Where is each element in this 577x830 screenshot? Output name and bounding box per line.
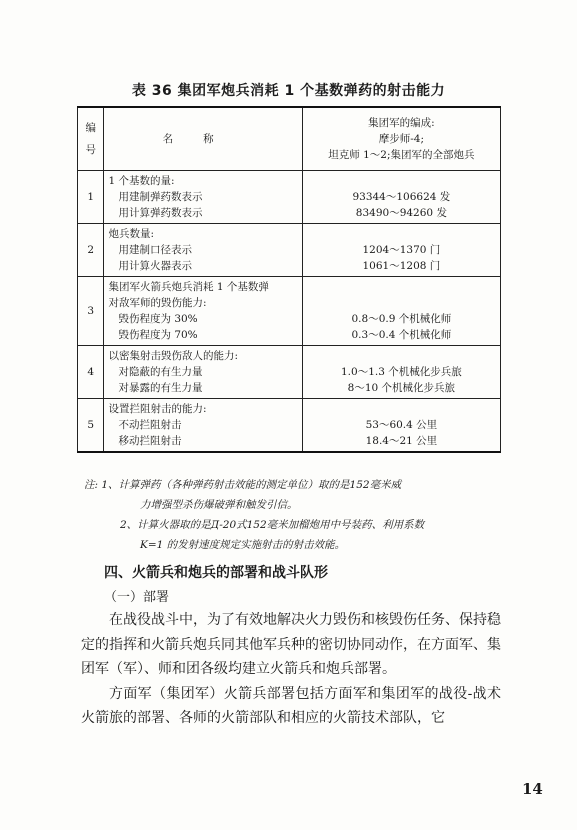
table-notes <box>84 475 524 555</box>
firing-capability-table <box>77 106 501 453</box>
header-composition-line2: 摩步师-4; <box>378 133 425 145</box>
header-composition <box>302 107 500 171</box>
row-name <box>104 224 302 277</box>
body-text <box>81 608 501 731</box>
row-value-line: 53～60.4 公里 <box>365 419 438 431</box>
row-name-heading: 设置拦阻射击的能力: <box>108 403 207 415</box>
row-value-line: 1061～1208 门 <box>362 260 441 272</box>
row-name <box>104 277 302 346</box>
row-value-line: 8～10 个机械化步兵旅 <box>347 382 456 394</box>
header-number-line2: 号 <box>85 144 96 156</box>
header-number <box>78 107 104 171</box>
row-value <box>302 171 500 224</box>
table-title: 表 36 集团军炮兵消耗 1 个基数弹药的射击能力 <box>131 83 446 99</box>
header-composition-line1: 集团军的编成: <box>368 117 435 129</box>
row-name-sub: 毁伤程度为 70% <box>118 329 198 341</box>
row-value <box>302 346 500 399</box>
row-value-line: 1.0～1.3 个机械化步兵旅 <box>341 366 462 378</box>
row-value-line: 0.3～0.4 个机械化师 <box>351 329 452 341</box>
section-heading: 四、火箭兵和炮兵的部署和战斗队形 <box>104 565 328 581</box>
note-1-continued: 力增强型杀伤爆破弹和触发引信。 <box>140 499 298 511</box>
table-row <box>78 346 501 399</box>
row-value <box>302 277 500 346</box>
row-value-line: 1204～1370 门 <box>362 244 441 256</box>
row-name-sub: 用计算弹药数表示 <box>118 207 203 219</box>
header-name: 名称 <box>104 107 302 171</box>
row-value-line: 93344～106624 发 <box>352 191 451 203</box>
row-name <box>104 171 302 224</box>
row-name-sub: 对暴露的有生力量 <box>118 382 203 394</box>
page-number: 14 <box>522 780 543 798</box>
table-row <box>78 224 501 277</box>
row-value <box>302 224 500 277</box>
row-number: 4 <box>78 346 104 399</box>
row-name-sub: 不动拦阻射击 <box>118 419 182 431</box>
row-number: 3 <box>78 277 104 346</box>
header-composition-line3: 坦克师 1～2;集团军的全部炮兵 <box>328 149 475 161</box>
row-value <box>302 399 500 453</box>
row-name-sub: 移动拦阻射击 <box>118 435 182 447</box>
row-name <box>104 346 302 399</box>
row-name <box>104 399 302 453</box>
table-row <box>78 171 501 224</box>
row-number: 1 <box>78 171 104 224</box>
row-number: 2 <box>78 224 104 277</box>
row-number: 5 <box>78 399 104 453</box>
row-value-line: 83490～94260 发 <box>355 207 447 219</box>
paragraph: 方面军（集团军）火箭兵部署包括方面军和集团军的战役-战术火箭旅的部署、各师的火箭部队和相应的火箭技术部队，它 <box>81 685 501 726</box>
row-name-sub: 毁伤程度为 30% <box>118 313 198 325</box>
note-2-continued: K=1 的发射速度规定实施射击的射击效能。 <box>140 539 346 551</box>
table-row <box>78 277 501 346</box>
table-row <box>78 399 501 453</box>
note-1: 注: 1、计算弹药（各种弹药射击效能的测定单位）取的是152毫米威 <box>84 479 402 491</box>
paragraph: 在战役战斗中，为了有效地解决火力毁伤和核毁伤任务、保持稳定的指挥和火箭兵炮兵同其他军兵种的密切协同动作，在方面军、集团军（军）、师和团各级均建立火箭兵和炮兵部署。 <box>81 612 501 677</box>
header-number-line1: 编 <box>85 122 96 134</box>
row-value-line: 0.8～0.9 个机械化师 <box>351 313 452 325</box>
row-name-sub: 用建制弹药数表示 <box>118 191 203 203</box>
row-name-sub: 对隐蔽的有生力量 <box>118 366 203 378</box>
row-name-heading: 集团军火箭兵炮兵消耗 1 个基数弹 <box>108 281 269 293</box>
row-name-heading: 以密集射击毁伤敌人的能力: <box>108 350 239 362</box>
row-name-sub: 用计算火器表示 <box>118 260 192 272</box>
row-name-heading: 炮兵数量: <box>108 228 155 240</box>
row-name-heading-cont: 对敌军师的毁伤能力: <box>108 297 207 309</box>
note-2: 2、计算火器取的是Д-20式152毫米加榴炮用中号装药、利用系数 <box>120 519 425 531</box>
row-name-sub: 用建制口径表示 <box>118 244 192 256</box>
table-header-row <box>78 107 501 171</box>
subsection-heading: （一）部署 <box>104 590 170 605</box>
row-name-heading: 1 个基数的量: <box>108 175 175 187</box>
row-value-line: 18.4～21 公里 <box>365 435 438 447</box>
